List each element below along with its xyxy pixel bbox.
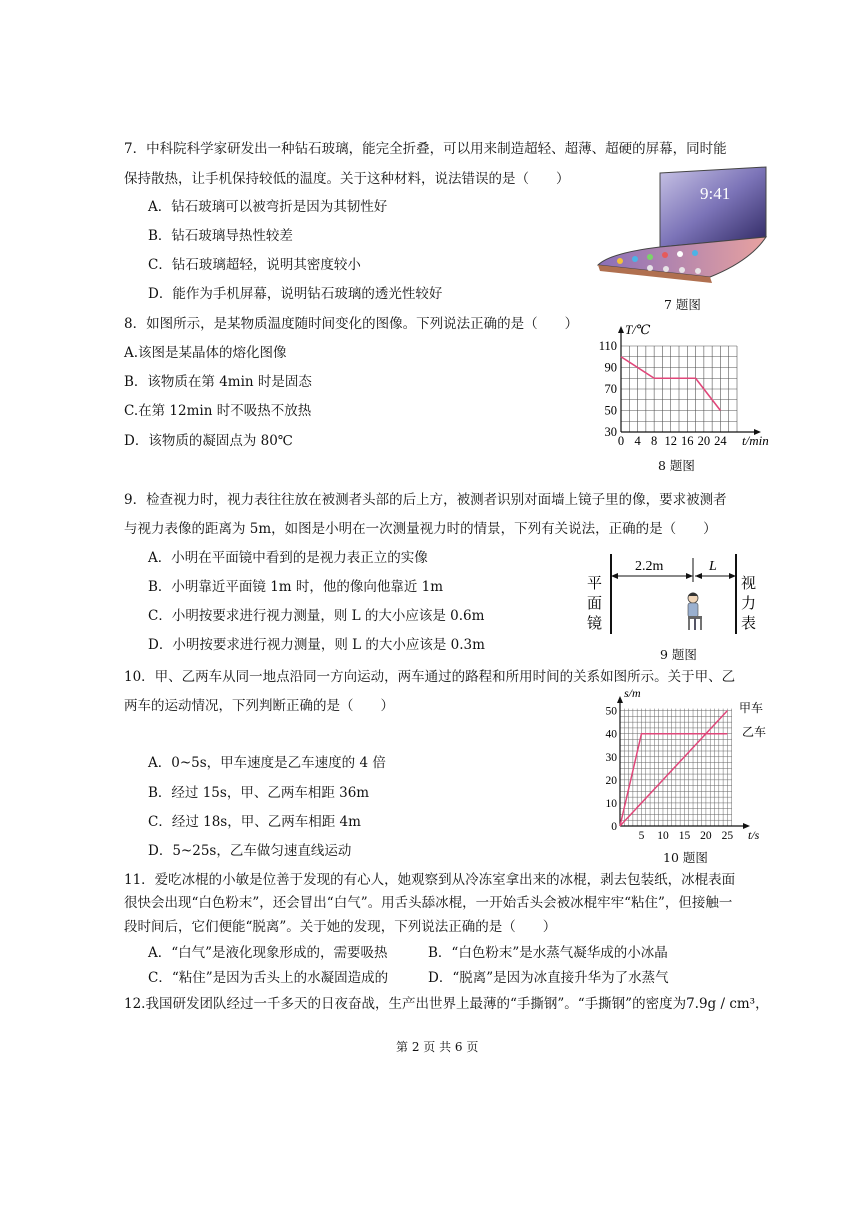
q9-option-c: C．小明按要求进行视力测量，则 L 的大小应该是 0.6m bbox=[148, 608, 485, 624]
q10-y-tick-label: 10 bbox=[605, 797, 617, 810]
q11-stem-line2: 很快会出现“白色粉末”，还会冒出“白气”。用舌头舔冰棍，一开始舌头会被冰棍牢牢“粘住”，但接触一 bbox=[124, 895, 733, 911]
q11-option-a: A．“白气”是液化现象形成的，需要吸热 bbox=[148, 945, 388, 961]
q10-y-tick-label: 50 bbox=[605, 705, 617, 718]
q9-stem-line1: 9．检查视力时，视力表往往放在被测者头部的后上方，被测者识别对面墙上镜子里的像，要求被测者 bbox=[124, 492, 727, 508]
q7-option-c: C．钻石玻璃超轻，说明其密度较小 bbox=[148, 257, 361, 273]
q11-option-b: B．“白色粉末”是水蒸气凝华成的小冰晶 bbox=[428, 945, 668, 961]
q8-x-tick-label: 0 bbox=[617, 434, 625, 448]
q8-x-tick-label: 12 bbox=[664, 434, 677, 448]
q11-stem-line3: 段时间后，它们便能“脱离”。关于她的发现，下列说法正确的是（ ） bbox=[124, 919, 557, 935]
q10-x-tick-label: 25 bbox=[721, 830, 734, 842]
q8-x-tick-label: 24 bbox=[714, 434, 727, 448]
q8-y-axis-label: T/℃ bbox=[625, 322, 651, 337]
q9-option-a: A．小明在平面镜中看到的是视力表正立的实像 bbox=[148, 550, 428, 566]
q8-y-tick-label: 90 bbox=[604, 360, 617, 375]
q12-stem: 12.我国研发团队经过一千多天的日夜奋战，生产出世界上最薄的“手撕钢”。“手撕钢”的密度为7.9g / cm³， bbox=[124, 996, 769, 1012]
q9-distance-label: 2.2m bbox=[635, 559, 664, 574]
q10-option-d: D．5~25s，乙车做匀速直线运动 bbox=[148, 843, 352, 859]
q7-caption: 7 题图 bbox=[664, 297, 701, 312]
q10-x-tick-label: 5 bbox=[638, 830, 645, 842]
q10-y-tick-label: 0 bbox=[611, 821, 617, 833]
q8-option-b: B．该物质在第 4min 时是固态 bbox=[124, 374, 312, 390]
q9-chart-char-3: 表 bbox=[741, 616, 757, 632]
q11-option-d: D．“脱离”是因为冰直接升华为了水蒸气 bbox=[428, 970, 669, 986]
q8-stem: 8．如图所示，是某物质温度随时间变化的图像。下列说法正确的是（ ） bbox=[124, 316, 579, 332]
q10-x-tick-label: 20 bbox=[700, 830, 712, 842]
q8-chart-axes bbox=[618, 326, 761, 435]
q8-x-tick-label: 20 bbox=[697, 434, 711, 448]
q10-y-tick-label: 30 bbox=[605, 751, 617, 764]
page-footer: 第 2 页 共 6 页 bbox=[396, 1040, 479, 1054]
q10-y-tick-label: 40 bbox=[605, 728, 617, 741]
q11-option-c: C．“粘住”是因为舌头上的水凝固造成的 bbox=[148, 970, 389, 986]
q10-option-a: A．0~5s，甲车速度是乙车速度的 4 倍 bbox=[148, 755, 386, 771]
q9-mirror-char-3: 镜 bbox=[587, 616, 603, 632]
q9-option-d: D．小明按要求进行视力测量，则 L 的大小应该是 0.3m bbox=[148, 637, 485, 653]
q7-phone-clock: 9:41 bbox=[700, 184, 731, 203]
q8-y-tick-label: 50 bbox=[604, 403, 617, 418]
q8-option-c: C.在第 12min 时不吸热不放热 bbox=[124, 403, 312, 419]
q10-legend-jia: 甲车 bbox=[739, 701, 764, 715]
q10-x-tick-label: 15 bbox=[678, 830, 691, 842]
q10-x-tick-label: 10 bbox=[657, 830, 669, 842]
q10-legend-yi: 乙车 bbox=[742, 725, 767, 739]
q8-x-tick-label: 16 bbox=[681, 434, 694, 448]
q9-caption: 9 题图 bbox=[660, 647, 697, 662]
q9-chart-char-2: 力 bbox=[741, 596, 757, 612]
q7-stem-line1: 7．中科院科学家研发出一种钻石玻璃，能完全折叠，可以用来制造超轻、超薄、超硬的屏幕，同时能 bbox=[124, 141, 727, 157]
q8-caption: 8 题图 bbox=[658, 458, 695, 473]
q7-option-b: B．钻石玻璃导热性较差 bbox=[148, 228, 293, 244]
q10-x-axis-label: t/s bbox=[748, 828, 760, 842]
q9-boy-figure bbox=[688, 593, 702, 631]
q10-stem-line1: 10．甲、乙两车从同一地点沿同一方向运动，两车通过的路程和所用时间的关系如图所示。关于甲、乙 bbox=[124, 669, 736, 685]
q11-stem-line1: 11．爱吃冰棍的小敏是位善于发现的有心人，她观察到从冷冻室拿出来的冰棍，剥去包装纸，冰棍表面 bbox=[124, 872, 736, 888]
q8-y-tick-label: 30 bbox=[604, 425, 617, 439]
q8-x-axis-label: t/min bbox=[742, 433, 769, 448]
q10-y-axis-label: s/m bbox=[624, 686, 641, 700]
q10-distance-time-chart bbox=[596, 684, 776, 844]
q9-mirror-char-1: 平 bbox=[587, 576, 603, 592]
q9-mirror-char-2: 面 bbox=[587, 596, 603, 612]
q9-L-label: L bbox=[709, 559, 717, 574]
q9-chart-char-1: 视 bbox=[741, 576, 757, 592]
q7-stem-line2: 保持散热，让手机保持较低的温度。关于这种材料，说法错误的是（ ） bbox=[124, 171, 570, 187]
q8-option-a: A.该图是某晶体的熔化图像 bbox=[124, 345, 287, 361]
q9-eye-test-figure bbox=[585, 552, 765, 642]
q9-option-b: B．小明靠近平面镜 1m 时，他的像向他靠近 1m bbox=[148, 579, 444, 595]
q10-option-b: B．经过 15s，甲、乙两车相距 36m bbox=[148, 785, 370, 801]
q8-chart-grid bbox=[621, 346, 737, 432]
q7-option-d: D．能作为手机屏幕，说明钻石玻璃的透光性较好 bbox=[148, 286, 443, 302]
q7-option-a: A．钻石玻璃可以被弯折是因为其韧性好 bbox=[148, 199, 388, 215]
q8-y-tick-label: 110 bbox=[598, 339, 617, 353]
q7-foldable-phone-image bbox=[590, 165, 770, 290]
q10-option-c: C．经过 18s，甲、乙两车相距 4m bbox=[148, 814, 361, 830]
q10-y-tick-label: 20 bbox=[605, 774, 617, 787]
q8-x-tick-label: 8 bbox=[651, 434, 658, 448]
q8-temperature-chart bbox=[592, 318, 782, 448]
q8-y-tick-label: 70 bbox=[604, 382, 617, 396]
q10-caption: 10 题图 bbox=[663, 850, 708, 865]
q10-stem-line2: 两车的运动情况，下列判断正确的是（ ） bbox=[124, 698, 394, 714]
q8-x-tick-label: 4 bbox=[634, 434, 641, 448]
q9-stem-line2: 与视力表像的距离为 5m，如图是小明在一次测量视力时的情景，下列有关说法，正确的是（ ） bbox=[124, 521, 717, 537]
q8-option-d: D．该物质的凝固点为 80℃ bbox=[124, 433, 293, 449]
